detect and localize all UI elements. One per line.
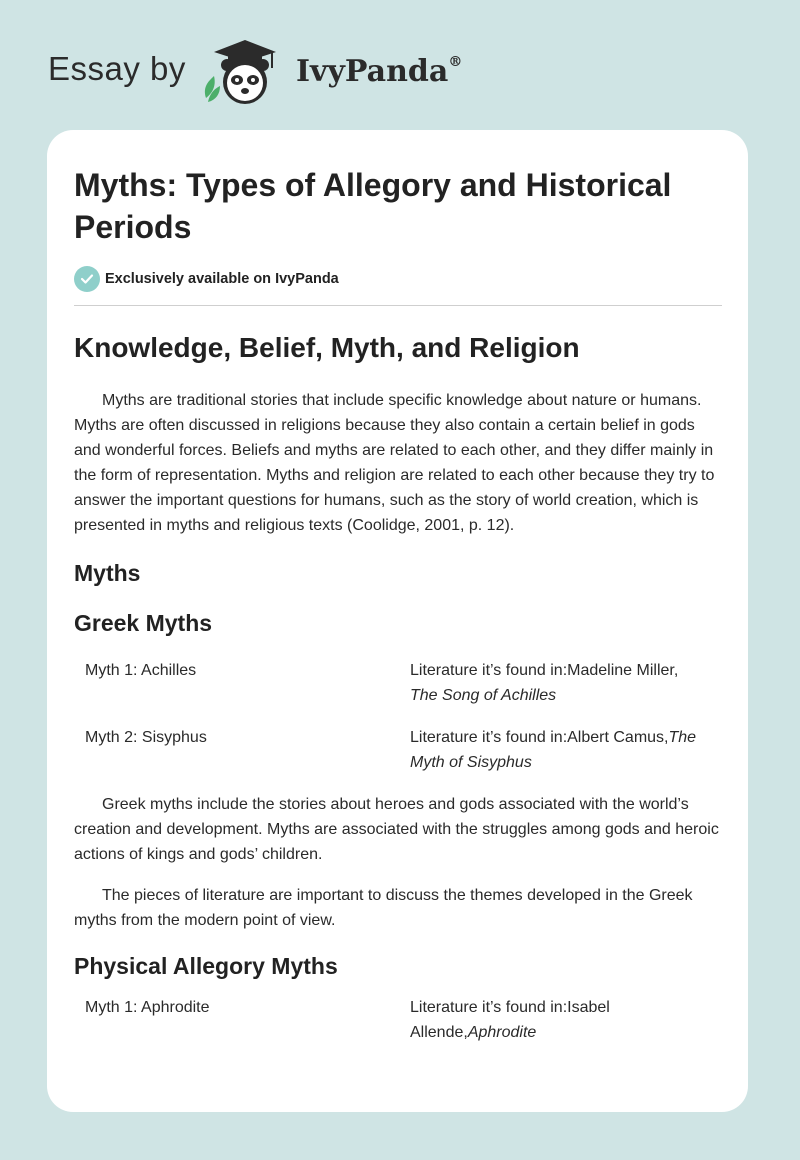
brand-name[interactable] [296,54,462,89]
literature-title: The Song of Achilles [410,687,557,704]
greek-myths-table [74,658,722,775]
site-header [0,0,800,130]
table-row [74,725,722,775]
table-row [74,995,722,1045]
literature-prefix: Literature it’s found in:Madeline Miller, [410,662,679,679]
panda-logo-icon[interactable] [200,36,290,108]
registered-mark: ® [448,54,463,70]
article-card [47,130,748,1112]
physical-allegory-heading: Physical Allegory Myths [74,953,338,979]
myths-heading: Myths [74,560,141,586]
exclusive-badge [74,266,721,292]
brand-text: IvyPanda [296,54,449,89]
badge-text: Exclusively available on IvyPanda [105,271,339,287]
literature-cell [410,725,722,775]
paragraph-literature: The pieces of literature are important to discuss the themes developed in the Greek myths from the modern point of view. [74,887,693,929]
section-heading: Knowledge, Belief, Myth, and Religion [74,332,580,363]
essay-by-label: Essay by [48,50,186,87]
physical-myths-table [74,995,722,1045]
literature-cell [410,995,722,1045]
literature-cell [410,658,722,708]
literature-title: The Myth of Sisyphus [410,729,697,771]
paragraph-greek: Greek myths include the stories about heroes and gods associated with the world’s creation and development. Myths are associated with the struggles among gods and heroic actions of kings and gods’ children. [74,796,719,863]
literature-title: Aphrodite [467,1024,537,1041]
myth-cell: Myth 1: Achilles [85,662,197,679]
myth-cell: Myth 2: Sisyphus [85,729,207,746]
greek-myths-heading: Greek Myths [74,610,213,636]
table-row [74,658,722,708]
divider [74,305,722,306]
page-title: Myths: Types of Allegory and Historical Periods [74,167,672,245]
checkmark-icon [74,266,100,292]
literature-prefix: Literature it’s found in:Isabel Allende, [410,999,610,1041]
myth-cell: Myth 1: Aphrodite [85,999,210,1016]
paragraph-intro: Myths are traditional stories that include specific knowledge about nature or humans. Myths are often discussed in religions because they also contain a certain belief in gods and wonderful forces. Beliefs and myths are related to each other, and they differ mainly in the form of representation. Myths and religion are related to each other because they try to answer the important questions for humans, such as the story of world creation, which is presented in myths and religious texts (Coolidge, 2001, p. 12). [74,392,715,534]
literature-prefix: Literature it’s found in:Albert Camus, [410,729,669,746]
